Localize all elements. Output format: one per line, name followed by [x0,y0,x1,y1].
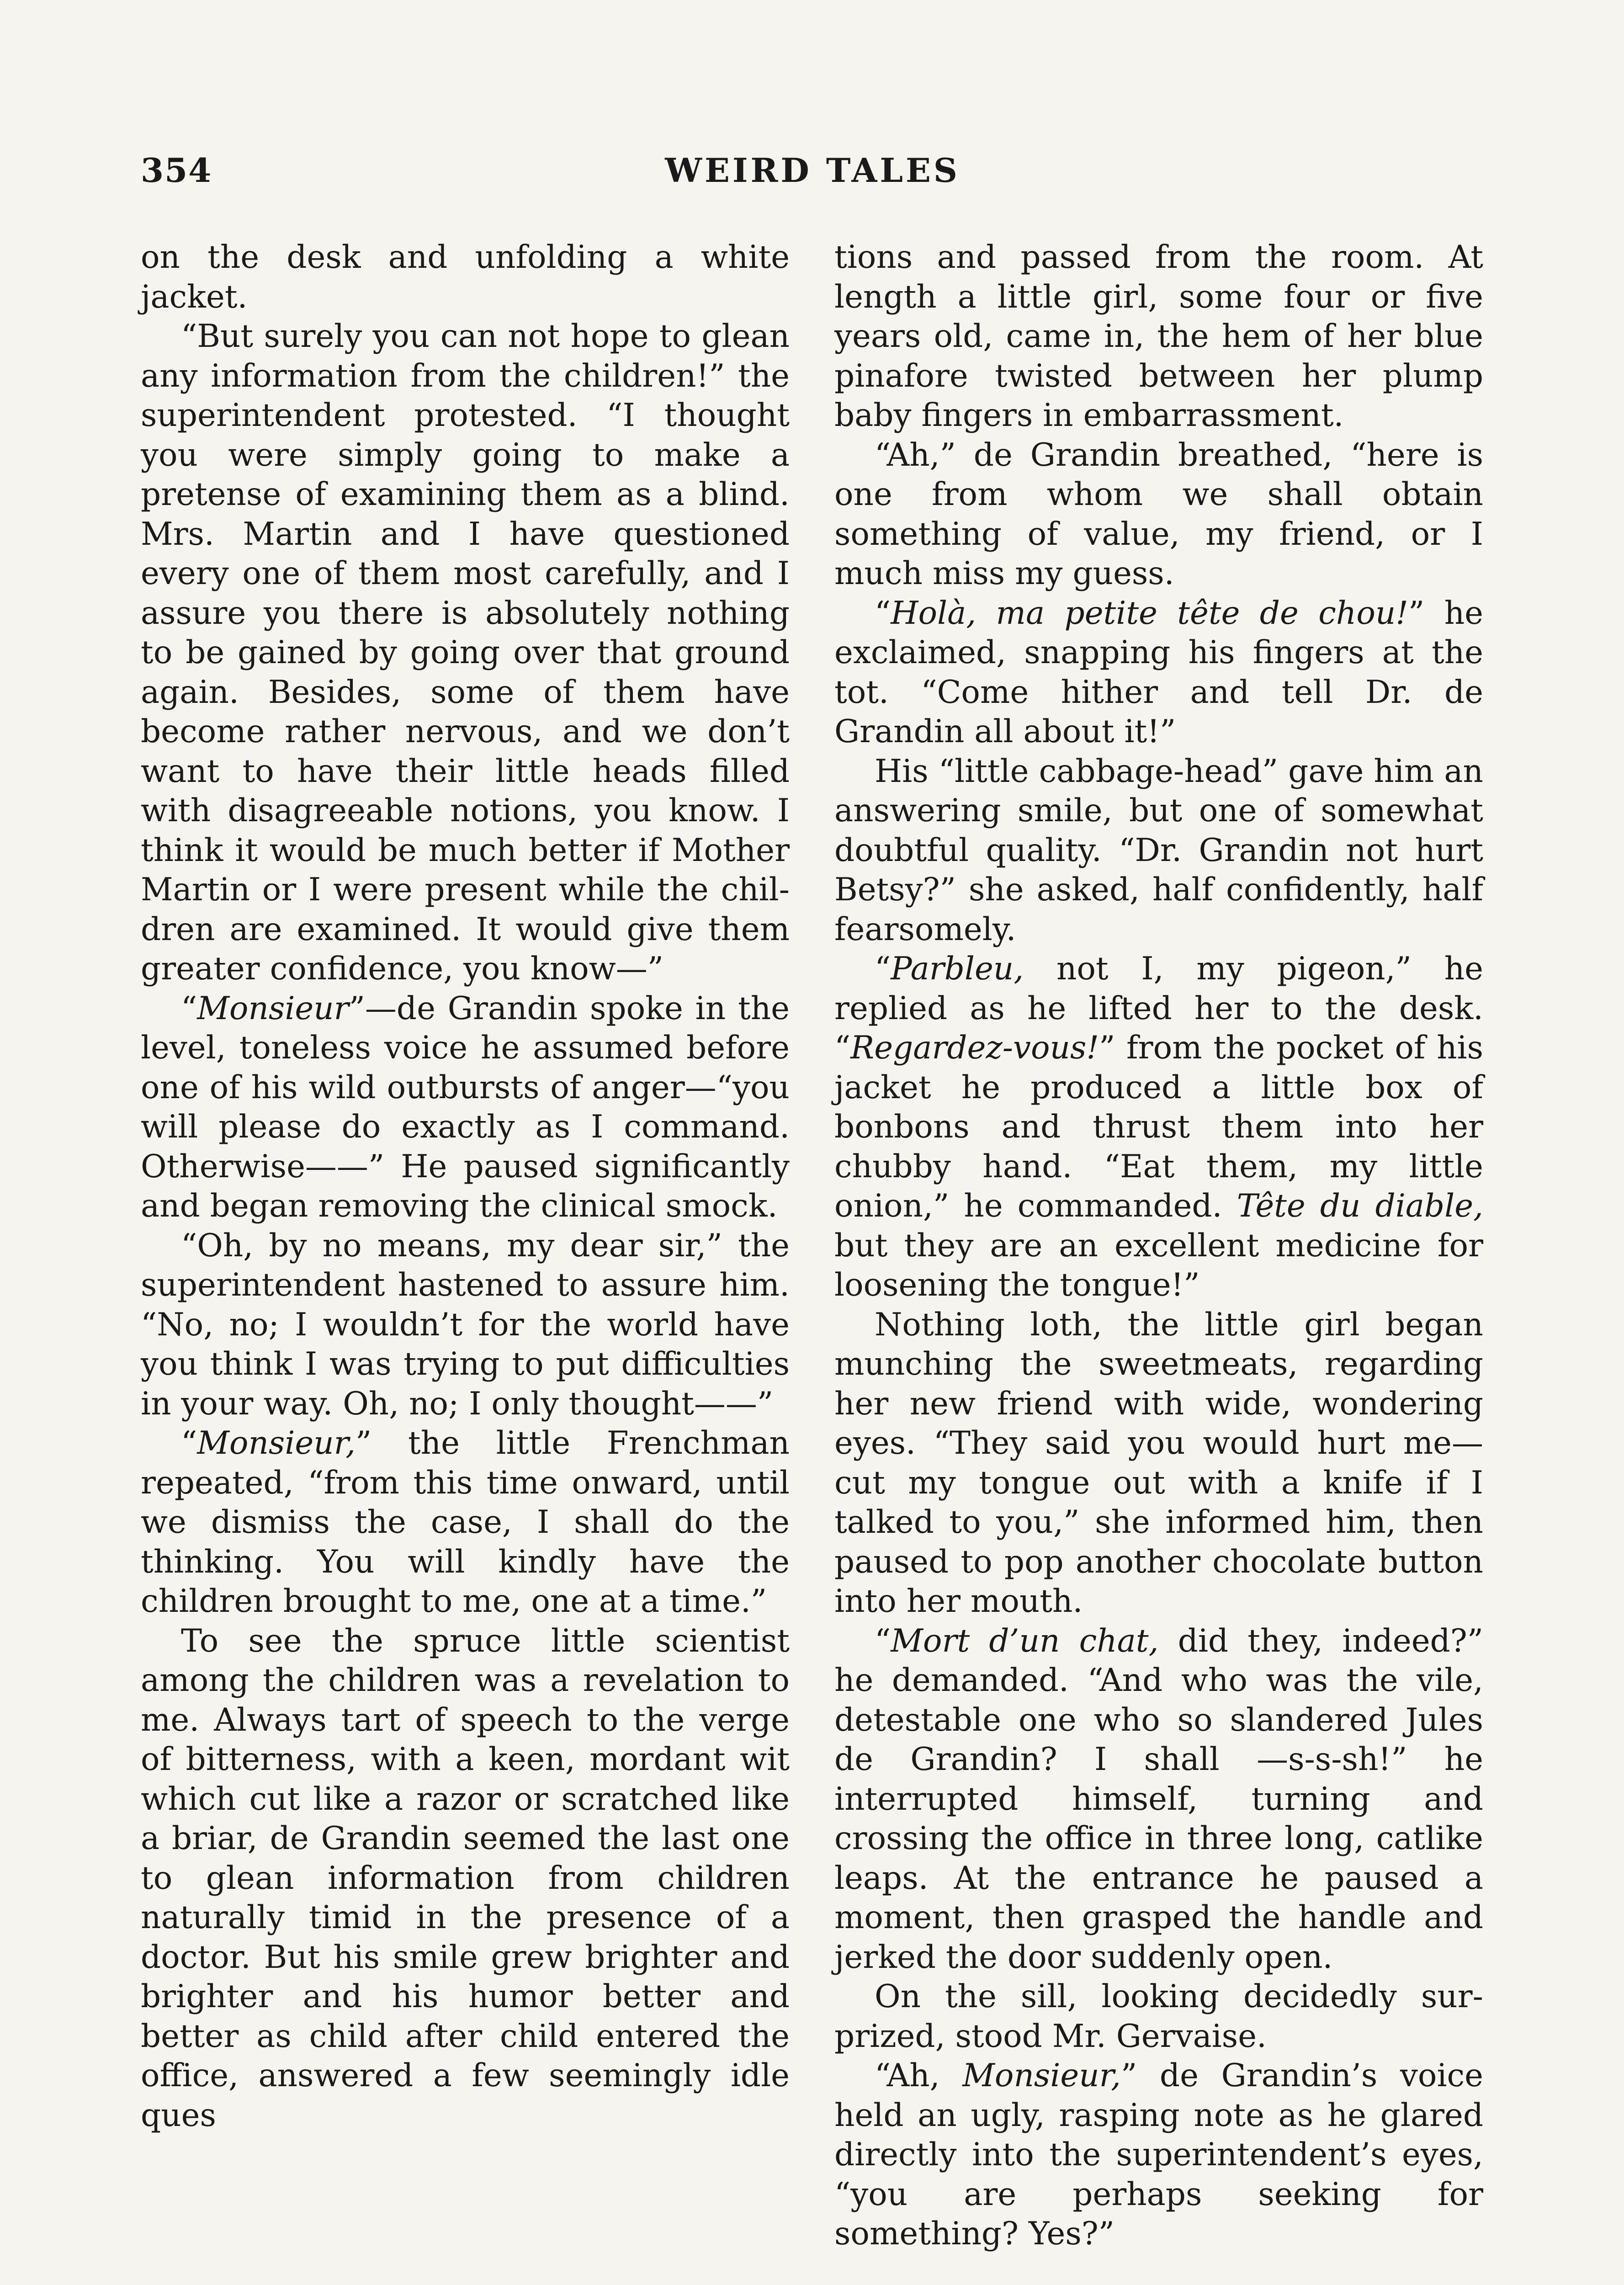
paragraph [834,752,1483,950]
paragraph [834,1977,1483,2056]
italic-text: Holà, ma petite tête de chou! [891,595,1409,632]
text-run: not I, my pigeon,” he replied as he lifted her to the desk. “ [834,951,1483,1066]
text-run: ” from the pocket of his jacket he produced a little box of bonbons and thrust them into her chubby hand. “Eat them, my little onion,” he commanded. [834,1030,1483,1224]
page-number: 354 [141,151,212,190]
paragraph [834,436,1483,594]
paragraph [834,2056,1483,2254]
text-run: Nothing loth, the little girl began munching the sweetmeats, regarding her new friend with wide, wondering eyes. “They said you would hurt me—cut my tongue out with a knife if I talked to you,” she informed him, then paused to pop another chocolate button into her mouth. [834,1306,1483,1620]
italic-text: Parbleu, [891,951,1024,987]
text-run: “ [181,990,197,1027]
italic-text: Tête du diable, [1237,1188,1483,1224]
text-run: did they, indeed?” he demanded. “And who was the vile, detestable one who so slandered Jules de Grandin? I shall —s-s-sh!” he interrupted himself, turning and crossing the office in three long, catlike leaps. At the entrance he paused a moment, then grasped the handle and jerked the door suddenly open. [834,1622,1483,1976]
text-run: ”—de Grandin spoke in the level, toneless voice he assumed before one of his wild outbursts of anger—“you will please do exactly as I command. Otherwise——” He paused significantly and began removing the clinical smock. [141,990,790,1224]
text-run: ” the little Frenchman repeated, “from this time onward, until we dismiss the case, I shall do the thinking. You will kindly have the children brought to me, one at a time.” [141,1425,790,1620]
paragraph [141,1424,790,1621]
text-run: “ [875,595,891,632]
text-run: “ [875,951,891,987]
paragraph [141,317,790,989]
text-run: “ [181,1425,197,1461]
paragraph [834,594,1483,752]
paragraph [834,1305,1483,1621]
paragraph [141,238,790,317]
italic-text: Monsieur, [962,2057,1121,2094]
paragraph [141,1621,790,2136]
paragraph [834,238,1483,436]
text-run: tions and passed from the room. At length a little girl, some four or five years old, came in, the hem of her blue pinafore twisted between her plump baby fingers in embarrassment. [834,239,1483,434]
text-run: ” de Grandin’s voice held an ugly, rasping note as he glared directly into the superintendent’s eyes, “you are perhaps seeking for something? Yes?” [834,2057,1483,2252]
paragraph [834,949,1483,1305]
text-run: on the desk and unfolding a white jacket. [141,239,790,315]
italic-text: Mort d’un chat, [891,1622,1159,1659]
text-run: “ [875,1622,891,1659]
italic-text: Monsieur, [197,1425,356,1461]
text-run: “Ah, [875,2057,963,2094]
left-text-column [141,238,790,2135]
text-run: His “little cabbage-head” gave him an answering smile, but one of somewhat doubtful quality. “Dr. Grandin not hurt Betsy?” she asked, half confidently, half fearsomely. [834,753,1483,948]
text-run: On the sill, looking decidedly surprized, stood Mr. Gervaise. [834,1978,1483,2055]
right-text-column [834,238,1483,2254]
text-run: but they are an excellent medicine for loosening the tongue!” [834,1227,1483,1303]
italic-text: Regardez-vous! [850,1030,1099,1066]
text-run: ” he exclaimed, snapping his fingers at the tot. “Come hither and tell Dr. de Grandin all about it!” [834,595,1483,750]
italic-text: Monsieur [197,990,349,1027]
text-run: “But surely you can not hope to glean any information from the children!” the superintendent protested. “I thought you were simply going to make a pretense of examining them as a blind. Mrs. Martin and I have questioned every one of them most carefully, and I assure you there is absolutely nothing to be gained by going over that ground again. Besides, some of them have become rather nervous, and we don’t want to have their little heads filled with disagreeable notions, you know. I think it would be much better if Mother Martin or I were present while the children are examined. It would give them greater confidence, you know—” [141,318,790,987]
paragraph [141,989,790,1226]
text-run: “Ah,” de Grandin breathed, “here is one from whom we shall obtain something of value, my friend, or I much miss my guess. [834,436,1483,592]
running-head: WEIRD TALES [665,151,960,190]
paragraph [141,1226,790,1424]
page-header [141,151,1484,201]
text-run: To see the spruce little scientist among the children was a revelation to me. Always tart of speech to the verge of bitterness, with a keen, mordant wit which cut like a razor or scratched like a briar, de Grandin seemed the last one to glean information from children naturally timid in the presence of a doctor. But his smile grew brighter and brighter and his humor better and better as child after child entered the office, answered a few seemingly idle ques [141,1622,790,2134]
paragraph [834,1621,1483,1977]
text-run: “Oh, by no means, my dear sir,” the superintendent hastened to assure him. “No, no; I wouldn’t for the world have you think I was trying to put difficulties in your way. Oh, no; I only thought——” [141,1227,790,1422]
